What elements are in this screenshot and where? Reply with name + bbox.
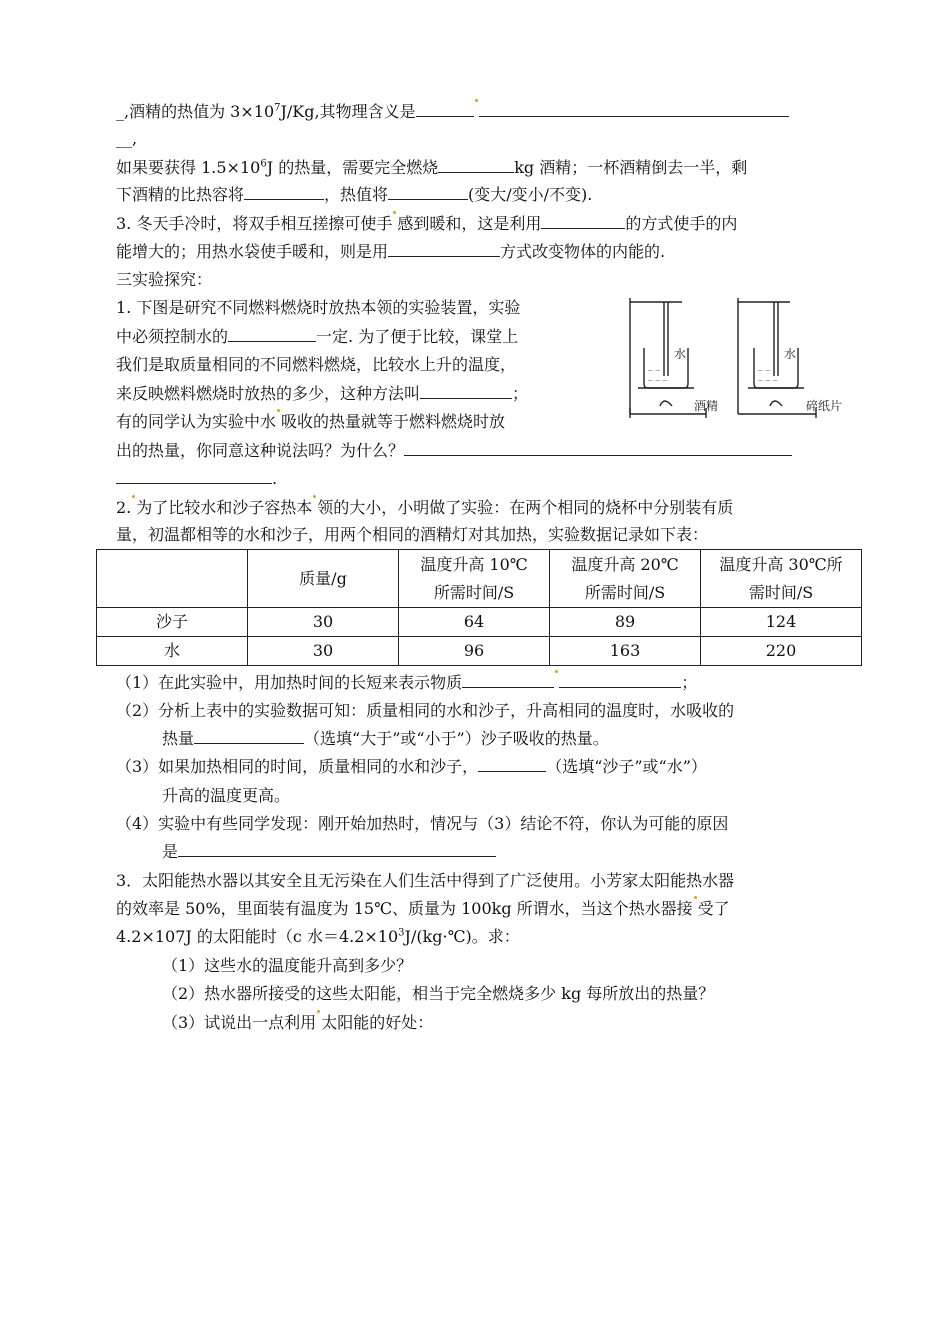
data-table xyxy=(96,549,862,666)
fuel-label-alcohol: 酒精 xyxy=(694,399,719,413)
text-line xyxy=(116,213,737,235)
text: 领的大小，小明做了实验：在两个相同的烧杯中分别装有质 xyxy=(317,498,734,517)
mark-dot xyxy=(694,896,697,899)
superscript: 7 xyxy=(274,102,281,114)
svg-text:_ _: _ _ xyxy=(648,361,660,371)
text: 3. 冬天手冷时，将双手相互搓擦可使手 xyxy=(116,214,393,233)
text-line xyxy=(116,297,520,319)
superscript: 6 xyxy=(260,158,267,170)
text: （选填“大于”或“小于”）沙子吸收的热量。 xyxy=(304,729,609,748)
blank xyxy=(478,756,546,772)
question-cont xyxy=(162,785,290,807)
text-line xyxy=(116,898,730,920)
question xyxy=(116,813,728,835)
blank xyxy=(228,326,316,342)
blank xyxy=(388,184,468,200)
text: 为了比较水和沙子容热本 xyxy=(136,498,313,517)
mark-dot xyxy=(317,1010,320,1013)
text: ； xyxy=(512,384,529,403)
question xyxy=(116,756,707,778)
table-cell: 30 xyxy=(248,608,399,637)
header-line: 温度升高 30℃所 xyxy=(719,554,843,574)
mark-dot xyxy=(277,409,280,412)
blank xyxy=(416,101,474,117)
table-cell: 水 xyxy=(97,637,248,666)
text: （3）如果加热相同的时间，质量相同的水和沙子， xyxy=(116,757,479,776)
blank xyxy=(244,184,324,200)
water-label: 水 xyxy=(784,347,797,361)
text: 出的热量，你同意这种说法吗？为什么？ xyxy=(116,441,405,460)
text: （1）这些水的温度能升高到多少？ xyxy=(162,956,413,975)
text: 量，初温都相等的水和沙子，用两个相同的酒精灯对其加热，实验数据记录如下表： xyxy=(116,525,709,544)
text: (变大/变小/不变). xyxy=(468,185,593,204)
text: 3．太阳能热水器以其安全且无污染在人们生活中得到了广泛使用。小芳家太阳能热水器 xyxy=(116,871,735,890)
blank xyxy=(388,241,500,257)
text: 来反映燃料燃烧时放热的多少，这种方法叫 xyxy=(116,384,421,403)
text: J 的热量，需要完全燃烧 xyxy=(266,158,439,177)
text: 吸收的热量就等于燃料燃烧时放 xyxy=(281,412,506,431)
question-cont xyxy=(162,728,609,750)
text: （2）分析上表中的实验数据可知：质量相同的水和沙子，升高相同的温度时，水吸收的 xyxy=(116,701,735,720)
text: 的效率是 50%，里面装有温度为 15℃、质量为 100kg 所谓水，当这个热水器接 xyxy=(116,899,693,918)
text-line xyxy=(116,524,708,546)
blank xyxy=(559,672,681,688)
text-line xyxy=(116,101,789,123)
text: 有的同学认为实验中水 xyxy=(116,412,277,431)
text: 我们是取质量相同的不同燃料燃烧，比较水上升的温度， xyxy=(116,355,517,374)
text: 是 xyxy=(162,842,179,861)
text: 升高的温度更高。 xyxy=(162,786,291,805)
header-line: 温度升高 10℃ xyxy=(420,554,528,574)
text: 2. xyxy=(116,498,132,517)
text-line xyxy=(116,497,733,519)
blank xyxy=(178,841,496,857)
blank xyxy=(404,440,792,456)
text: 的方式使手的内 xyxy=(625,214,738,233)
text: ，热值将 xyxy=(324,185,389,204)
header-line: 温度升高 20℃ xyxy=(571,554,679,574)
question-cont xyxy=(162,841,496,863)
table-header-cell xyxy=(701,550,862,608)
text: （2）热水器所接受的这些太阳能，相当于完全燃烧多少 kg 每所放出的热量？ xyxy=(162,984,715,1003)
text-line xyxy=(116,184,592,206)
table-cell: 163 xyxy=(550,637,701,666)
table-header-cell xyxy=(399,550,550,608)
blank xyxy=(116,468,272,484)
text-line xyxy=(116,870,734,892)
mark-dot xyxy=(393,211,396,214)
blank xyxy=(541,213,625,229)
text-line xyxy=(116,440,792,462)
table-row xyxy=(97,608,862,637)
text: 三实验探究： xyxy=(116,270,213,289)
section-heading xyxy=(116,269,212,291)
text: J/(kg·℃)。求： xyxy=(404,927,520,946)
table-header-cell xyxy=(550,550,701,608)
blank xyxy=(438,157,514,173)
text: __, xyxy=(116,129,138,148)
header-line: 需时间/S xyxy=(748,582,814,602)
text: 热量 xyxy=(162,729,195,748)
text: 一定. 为了便于比较，课堂上 xyxy=(316,327,519,346)
table-cell: 124 xyxy=(701,608,862,637)
mark-dot xyxy=(132,495,135,498)
text-line xyxy=(116,241,665,263)
sub-question xyxy=(162,983,714,1005)
text-line xyxy=(116,383,528,405)
table-cell: 220 xyxy=(701,637,862,666)
svg-text:_ _ _: _ _ _ xyxy=(758,371,778,381)
table-cell: 89 xyxy=(550,608,701,637)
water-label: 水 xyxy=(674,347,687,361)
table-header-cell xyxy=(97,550,248,608)
question xyxy=(116,672,697,694)
table-cell: 30 xyxy=(248,637,399,666)
header-line: 所需时间/S xyxy=(584,582,666,602)
text: 如果要获得 1.5×10 xyxy=(116,158,261,177)
table-row xyxy=(97,637,862,666)
fuel-label-paper: 碎纸片 xyxy=(806,399,843,413)
text: （4）实验中有些同学发现：刚开始加热时，情况与（3）结论不符，你认为可能的原因 xyxy=(116,814,729,833)
table-header-cell: 质量/g xyxy=(248,550,399,608)
superscript: 3 xyxy=(398,927,405,939)
text-line xyxy=(116,157,747,179)
text-line xyxy=(116,468,277,490)
text-line xyxy=(116,411,505,433)
text: _,酒精的热值为 3×10 xyxy=(116,102,275,121)
text: 方式改变物体的内能的. xyxy=(500,242,666,261)
blank xyxy=(462,672,554,688)
sub-question xyxy=(162,955,412,977)
text: . xyxy=(272,469,278,488)
blank xyxy=(194,728,304,744)
text: 能增大的；用热水袋使手暖和，则是用 xyxy=(116,242,389,261)
text: （3）试说出一点利用 xyxy=(162,1013,317,1032)
header-line: 所需时间/S xyxy=(433,582,515,602)
text-line xyxy=(116,354,516,376)
text: 中必须控制水的 xyxy=(116,327,229,346)
question xyxy=(116,700,734,722)
text-line xyxy=(116,128,137,150)
text: 4.2×107J 的太阳能时（c 水＝4.2×10 xyxy=(116,927,399,946)
mark-dot xyxy=(475,99,478,102)
text: 感到暖和，这是利用 xyxy=(397,214,542,233)
mark-dot xyxy=(313,495,316,498)
sub-question xyxy=(162,1012,433,1034)
text: ； xyxy=(681,673,698,692)
text-line xyxy=(116,326,518,348)
text: 太阳能的好处： xyxy=(321,1013,434,1032)
text: （1）在此实验中，用加热时间的长短来表示物质 xyxy=(116,673,463,692)
text: 受了 xyxy=(697,899,730,918)
blank xyxy=(420,383,512,399)
table-header-row xyxy=(97,550,862,608)
experiment-figure xyxy=(620,292,860,430)
table-cell: 沙子 xyxy=(97,608,248,637)
svg-text:_ _: _ _ xyxy=(758,361,770,371)
text-line xyxy=(116,926,520,948)
table-cell: 64 xyxy=(399,608,550,637)
svg-text:_ _ _: _ _ _ xyxy=(648,371,668,381)
text: J/Kg,其物理含义是 xyxy=(280,102,416,121)
text: 下酒精的比热容将 xyxy=(116,185,245,204)
text: kg 酒精；一杯酒精倒去一半，剩 xyxy=(514,158,748,177)
mark-dot xyxy=(555,670,558,673)
text: （选填“沙子”或“水”） xyxy=(546,757,707,776)
table-cell: 96 xyxy=(399,637,550,666)
text: 1. 下图是研究不同燃料燃烧时放热本领的实验装置，实验 xyxy=(116,298,521,317)
blank xyxy=(479,101,789,117)
